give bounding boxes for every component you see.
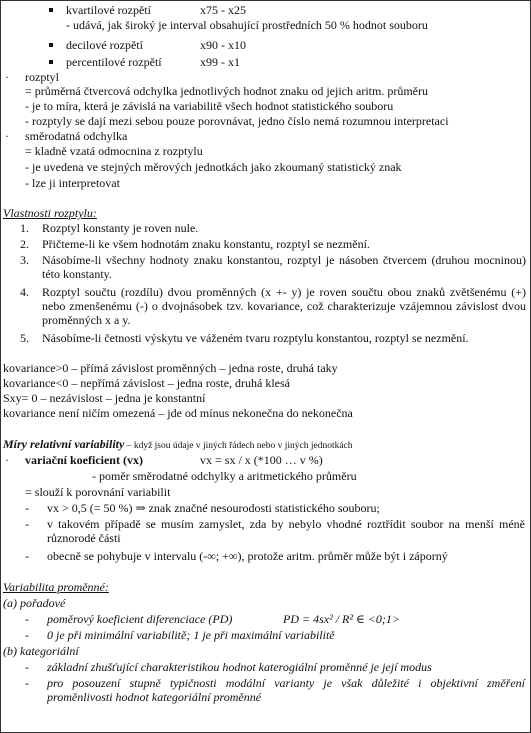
dash-bullet: - [25,612,29,626]
item-number: 5. [20,331,29,345]
slouzi-text: = slouží k porovnání variabilit [25,485,171,499]
vlastnost-4 [42,285,526,327]
variabilita-heading: Variabilita proměnné: [3,580,109,594]
decil-formula: x90 - x10 [200,38,246,52]
vlastnost-5: Násobíme-li četnosti výskytu ve váženém tvaru rozptylu konstantou, rozptyl se nezmění. [42,331,469,345]
rozptyl-line-2: - je to míra, která je závislá na variabilitě všech hodnot statistického souboru [25,99,394,113]
smerodatna-line-3: - lze ji interpretovat [25,176,120,190]
item-number: 3. [20,253,29,267]
smerodatna-title: směrodatná odchylka [25,129,128,143]
bullet-dot: · [5,453,9,467]
miry-bullet-3: obecně se pohybuje v intervalu (-∞; +∞), protože aritm. průměr může být i záporný [47,549,448,563]
decil-label: decilové rozpětí [66,38,143,52]
percentil-label: percentilové rozpětí [66,55,162,69]
vlastnosti-heading: Vlastnosti rozptylu: [3,206,97,220]
miry-heading: Míry relativní variability [3,437,125,451]
variabilita-a1: poměrový koeficient diferenciace (PD) [47,612,233,626]
bullet-square [49,43,53,47]
vlastnost-2: Přičteme-li ke všem hodnotám znaku konstantu, rozptyl se nezmění. [42,237,370,251]
dash-bullet: - [25,660,29,674]
vlastnost-4-text: Rozptyl součtu (rozdílu) dvou proměnných (x +- y) je roven součtu obou znaků zvětšenému (+) nebo zmenšenému (-) o dvojnásobek tzv. kovariance, což charakterizuje vzájemnou závislost dvou proměnných x a y. [42,285,526,327]
rozptyl-line-3: - rozptyly se dají mezi sebou pouze porovnávat, jedno číslo nemá rozumnou interpretaci [25,114,449,128]
kovariance-3: Sxy= 0 – nezávislost – jedna je konstantní [3,391,206,405]
miry-bullet-2: v takovém případě se musím zamyslet, zda by nebylo vhodné roztřídit soubor na menší méně různorodé části [47,517,525,545]
dash-bullet: - [25,549,29,563]
dash-bullet: - [25,501,29,515]
item-number: 4. [20,285,29,299]
bullet-dot: · [5,70,9,84]
bullet-square [49,60,53,64]
variabilita-a: (a) pořadové [3,596,66,610]
bullet-dot: · [5,129,9,143]
kovariance-2: kovariance<0 – nepřímá závislost – jedna roste, druhá klesá [3,376,291,390]
rozptyl-line-1: = průměrná čtvercová odchylka jednotlivých hodnot znaku od jejich aritm. průměru [25,84,428,98]
percentil-formula: x99 - x1 [200,55,240,69]
item-number: 2. [20,237,29,251]
kvartil-desc: - udává, jak široký je interval obsahující prostředních 50 % hodnot souboru [66,18,428,32]
variabilita-b2: pro posouzení stupně typičnosti modální varianty je však důležité i objektivní změření proměnlivosti hodnot kategoriální proměnné [47,676,525,704]
dash-bullet: - [25,517,29,531]
variabilita-a1-formula: PD = 4sx² / R² ∈ <0;1> [283,612,401,626]
miry-note: – když jsou údaje v jiných řádech nebo v jiných jednotkách [124,441,353,451]
rozptyl-title: rozptyl [25,70,59,84]
kovariance-4: kovariance není ničím omezená – jde od mínus nekonečna do nekonečna [3,406,353,420]
miry-bullet-1: vx > 0,5 (= 50 %) ⇒ znak značné nesourodosti statistického souboru; [47,501,380,515]
kovariance-1: kovariance>0 – přímá závislost proměnných – jedna roste, druhá taky [3,361,338,375]
koef-desc: - poměr směrodatné odchylky a aritmetického průměru [92,469,357,483]
dash-bullet: - [25,628,29,642]
variabilita-b: (b) kategoriální [3,644,79,658]
kvartil-formula: x75 - x25 [200,3,246,17]
smerodatna-line-1: = kladně vzatá odmocnina z rozptylu [25,144,203,158]
kvartil-label: kvartilové rozpětí [66,3,151,17]
koef-formula: vx = sx / x (*100 … v %) [200,453,323,467]
item-number: 1. [20,221,29,235]
vlastnost-1: Rozptyl konstanty je roven nule. [42,221,199,235]
miry-heading-line [3,437,353,453]
bullet-square [49,8,53,12]
dash-bullet: - [25,676,29,690]
variabilita-b1: základní zhušťující charakteristikou hodnot katerogiální proměnné je její modus [47,660,432,674]
variabilita-a2: 0 je při minimální variabilitě; 1 je při maximální variabilitě [47,628,335,642]
koef-label: variační koeficient (vx) [25,453,143,467]
vlastnost-3: Násobíme-li všechny hodnoty znaku konstantou, rozptyl je násoben čtvercem (druhou mocninou) této konstanty. [42,253,526,281]
smerodatna-line-2: - je uvedena ve stejných měrových jednotkách jako zkoumaný statistický znak [25,160,402,174]
